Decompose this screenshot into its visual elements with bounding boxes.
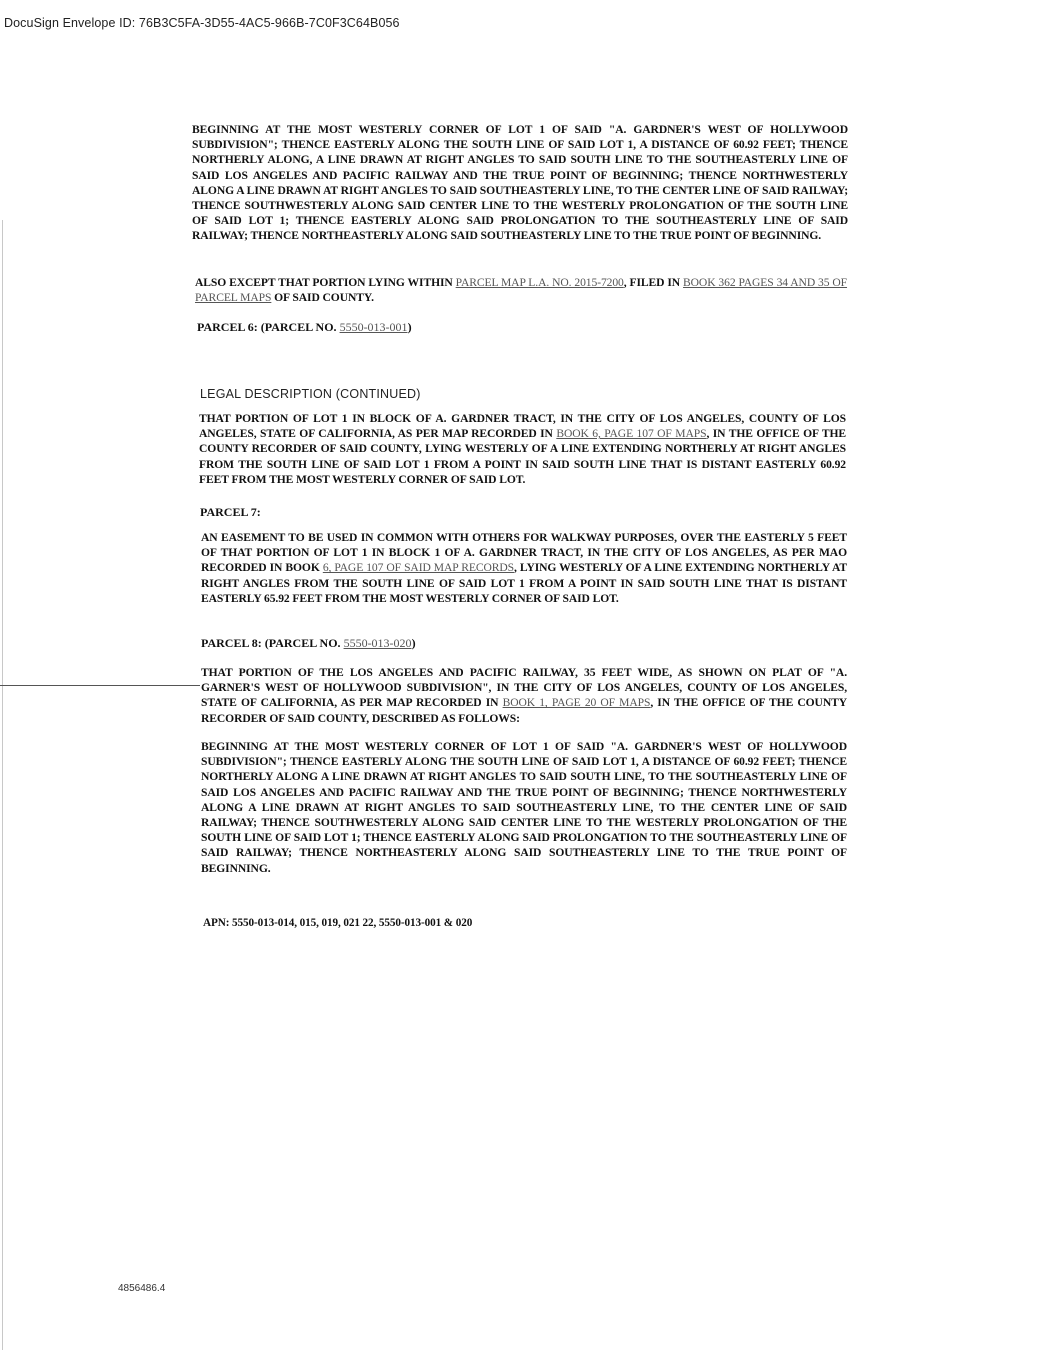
paragraph-3-text-a: AN EASEMENT TO BE USED IN COMMON WITH OTHERS FOR WALKWAY PURPOSES, OVER THE EASTERLY 5 FEET OF THAT PORTION OF LOT 1 IN BLOCK 1 OF A. GARDNER TRACT, IN THE CITY OF LOS ANGELES, AS PER MAO RECORDED IN BOOK <box>201 531 847 575</box>
also-except-text-a: ALSO EXCEPT THAT PORTION LYING WITHIN <box>195 276 456 289</box>
parcel-7-heading: PARCEL 7: <box>200 505 261 519</box>
parcel-6-prefix: PARCEL 6: (PARCEL NO. <box>197 320 340 334</box>
parcel-6-heading <box>197 320 412 335</box>
paragraph-railway-portion <box>201 665 847 726</box>
document-number: 4856486.4 <box>118 1283 166 1294</box>
paragraph-2-text-a: THAT PORTION OF LOT 1 IN BLOCK OF A. GARDNER TRACT, IN THE CITY OF LOS ANGELES, COUNTY OF LOS ANGELES, STATE OF CALIFORNIA, AS PER MAP RECORDED IN <box>199 412 846 441</box>
parcel-8-suffix: ) <box>411 636 416 650</box>
paragraph-2-text-b: , IN THE OFFICE OF THE COUNTY RECORDER OF SAID COUNTY, LYING WESTERLY OF A LINE EXTENDING NORTHERLY AT RIGHT ANGLES FROM THE SOUTH LINE OF SAID LOT 1 FROM A POINT IN SAID SOUTH LINE THAT IS DISTANT EASTERLY 60.92 FEET FROM THE MOST WESTERLY CORNER OF SAID LOT. <box>199 427 847 486</box>
legal-description-continued: LEGAL DESCRIPTION (CONTINUED) <box>200 387 421 401</box>
parcel-8-number: 5550-013-020 <box>343 636 412 650</box>
left-scan-edge <box>2 220 3 1350</box>
parcel-6-suffix: ) <box>407 320 412 334</box>
parcel-map-reference: PARCEL MAP L.A. NO. 2015-7200 <box>455 276 624 289</box>
paragraph-beginning-2: BEGINNING AT THE MOST WESTERLY CORNER OF LOT 1 OF SAID "A. GARDNER'S WEST OF HOLLYWOOD SUBDIVISION"; THENCE EASTERLY ALONG THE SOUTH LINE OF SAID LOT 1, A DISTANCE OF 60.92 FEET; THENCE NORTHERLY ALONG A LINE DRAWN AT RIGHT ANGLES TO SAID SOUTH LINE, TO THE SOUTHEASTERLY LINE OF SAID LOS ANGELES AND PACIFIC RAILWAY AND THE TRUE POINT OF BEGINNING; THENCE NORTHWESTERLY ALONG A LINE DRAWN AT RIGHT ANGLES TO SAID SOUTHEASTERLY LINE, TO THE CENTER LINE OF SAID RAILWAY; THENCE SOUTHWESTERLY ALONG SAID CENTER LINE TO THE WESTERLY PROLONGATION OF THE SOUTH LINE OF SAID LOT 1; THENCE EASTERLY ALONG SAID PROLONGATION TO THE SOUTHEASTERLY LINE OF SAID RAILWAY; THENCE NORTHEASTERLY ALONG SAID SOUTHEASTERLY LINE TO THE TRUE POINT OF BEGINNING. <box>201 740 847 875</box>
paragraph-3-text-b: , LYING WESTERLY OF A LINE EXTENDING NORTHERLY AT RIGHT ANGLES FROM THE SOUTH LINE OF SAID LOT 1 FROM A POINT IN SAID SOUTH LINE THAT IS DISTANT EASTERLY 65.92 FEET FROM THE MOST WESTERLY CORNER OF SAID LOT. <box>201 561 848 605</box>
paragraph-4-text-b: , IN THE OFFICE OF THE COUNTY RECORDER OF SAID COUNTY, DESCRIBED AS FOLLOWS: <box>201 696 847 725</box>
parcel-6-number: 5550-013-001 <box>339 320 408 334</box>
parcel-8-prefix: PARCEL 8: (PARCEL NO. <box>201 636 344 650</box>
map-records-reference: 6, PAGE 107 OF SAID MAP RECORDS <box>322 561 515 575</box>
paragraph-beginning-1: BEGINNING AT THE MOST WESTERLY CORNER OF LOT 1 OF SAID "A. GARDNER'S WEST OF HOLLYWOOD SUBDIVISION"; THENCE EASTERLY ALONG THE SOUTH LINE OF SAID LOT 1, A DISTANCE OF 60.92 FEET; THENCE NORTHERLY ALONG, A LINE DRAWN AT RIGHT ANGLES TO SAID SOUTH LINE TO THE SOUTHEASTERLY LINE OF SAID LOS ANGELES AND PACIFIC RAILWAY AND THE TRUE POINT OF BEGINNING; THENCE NORTHWESTERLY ALONG A LINE DRAWN AT RIGHT ANGLES TO SAID SOUTHEASTERLY LINE, TO THE CENTER LINE OF SAID RAILWAY; THENCE SOUTHWESTERLY ALONG SAID CENTER LINE TO THE WESTERLY PROLONGATION OF THE SOUTH LINE OF SAID LOT 1; THENCE EASTERLY ALONG SAID PROLONGATION TO THE SOUTHEASTERLY LINE OF SAID RAILWAY; THENCE NORTHEASTERLY ALONG SAID SOUTHEASTERLY LINE TO THE TRUE POINT OF BEGINNING. <box>192 123 848 243</box>
paragraph-lot-1-portion <box>199 411 846 487</box>
paragraph-also-except <box>195 275 847 305</box>
also-except-text-b: , FILED IN <box>623 276 684 289</box>
paragraph-4-text-a: THAT PORTION OF THE LOS ANGELES AND PACIFIC RAILWAY, 35 FEET WIDE, AS SHOWN ON PLAT OF "A. GARNER'S WEST OF HOLLYWOOD SUBDIVISION", IN THE CITY OF LOS ANGELES, COUNTY OF LOS ANGELES, STATE OF CALIFORNIA, AS PER MAP RECORDED IN <box>201 666 847 710</box>
plat-map-reference: BOOK 1, PAGE 20 OF MAPS <box>502 696 651 710</box>
apn-line: APN: 5550-013-014, 015, 019, 021 22, 5550-013-001 & 020 <box>203 917 473 929</box>
map-book-reference: BOOK 6, PAGE 107 OF MAPS <box>556 427 707 441</box>
also-except-text-c: OF SAID COUNTY. <box>271 291 374 305</box>
parcel-8-heading <box>201 636 416 651</box>
book-pages-reference: BOOK 362 PAGES 34 AND 35 OF PARCEL MAPS <box>195 276 848 305</box>
scan-artifact-line <box>0 685 200 686</box>
paragraph-easement <box>201 530 847 606</box>
envelope-id-header: DocuSign Envelope ID: 76B3C5FA-3D55-4AC5-966B-7C0F3C64B056 <box>4 16 400 30</box>
